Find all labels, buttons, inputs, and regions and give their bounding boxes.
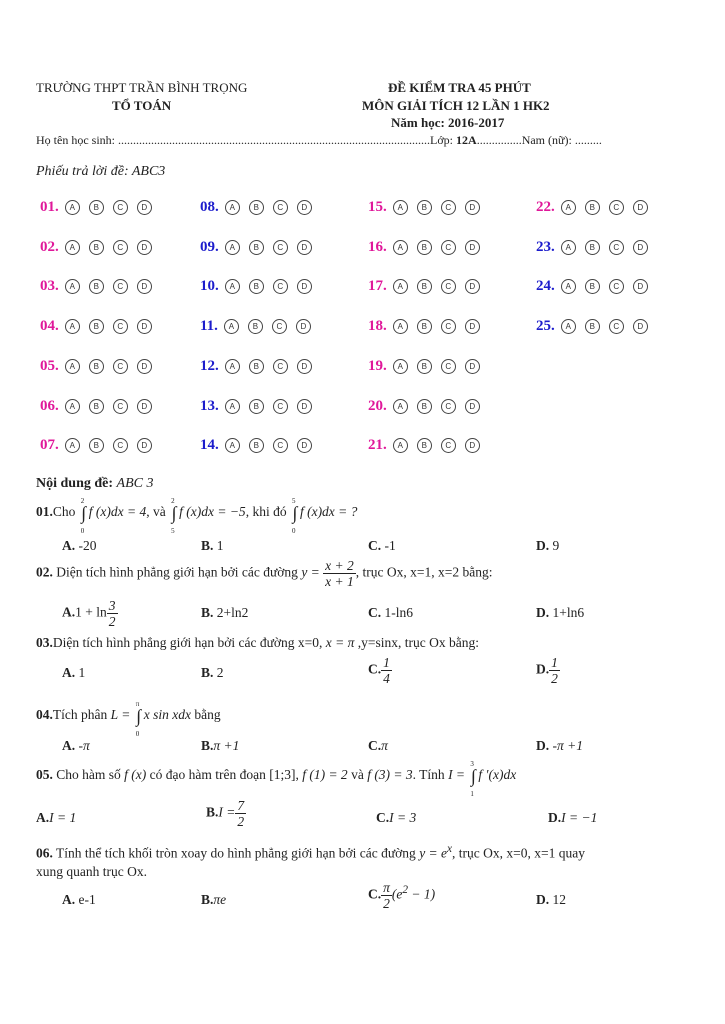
answer-bubble-a[interactable]: A	[561, 319, 576, 334]
answer-bubble-a[interactable]: A	[225, 399, 240, 414]
class-dots: ...............	[476, 133, 522, 147]
option-b[interactable]: B. 2+ln2	[201, 605, 249, 620]
answer-bubble-c[interactable]: C	[441, 438, 456, 453]
answer-bubble-d[interactable]: D	[297, 279, 312, 294]
answer-bubble-d[interactable]: D	[633, 279, 648, 294]
option-a[interactable]: A. 1	[62, 665, 86, 680]
option-b[interactable]: B.π +1	[201, 738, 240, 753]
answer-bubble-b[interactable]: B	[89, 279, 104, 294]
answer-bubble-a[interactable]: A	[65, 319, 80, 334]
answer-item	[200, 278, 321, 295]
option-c[interactable]: C.π	[368, 738, 388, 753]
integral-sign: ∫ 2 0	[80, 497, 87, 535]
answer-bubble-a[interactable]: A	[393, 279, 408, 294]
answer-bubble-c[interactable]: C	[273, 279, 288, 294]
answer-item	[536, 278, 657, 295]
answer-bubble-d[interactable]: D	[137, 319, 152, 334]
answer-number: 06.	[40, 397, 59, 414]
content-title: Nội dung đề:	[36, 476, 117, 491]
integral-sign: ∫ π 0	[135, 700, 142, 738]
answer-number: 04.	[40, 318, 59, 335]
option-d[interactable]: D.I = −1	[548, 810, 598, 825]
class-value[interactable]: 12A	[456, 133, 477, 147]
answer-number: 20.	[368, 397, 387, 414]
answer-number: 09.	[200, 238, 219, 255]
answer-number: 12.	[200, 357, 219, 374]
answer-bubble-c[interactable]: C	[441, 240, 456, 255]
answer-item	[368, 278, 489, 295]
answer-bubble-d[interactable]: D	[297, 359, 312, 374]
answer-item	[40, 278, 161, 295]
answer-bubble-a[interactable]: A	[393, 359, 408, 374]
option-d[interactable]: D. -π +1	[536, 738, 583, 753]
answer-item	[536, 199, 657, 216]
answer-bubble-b[interactable]: B	[249, 240, 264, 255]
answer-bubble-d[interactable]: D	[137, 438, 152, 453]
school-name: TRƯỜNG THPT TRẦN BÌNH TRỌNG	[36, 80, 248, 95]
answer-bubble-a[interactable]: A	[561, 200, 576, 215]
answer-bubble-c[interactable]: C	[441, 200, 456, 215]
answer-bubble-d[interactable]: D	[633, 200, 648, 215]
answer-bubble-d[interactable]: D	[137, 279, 152, 294]
answer-bubble-a[interactable]: A	[65, 240, 80, 255]
answer-bubble-a[interactable]: A	[393, 399, 408, 414]
answer-bubble-c[interactable]: C	[609, 200, 624, 215]
answer-bubble-d[interactable]: D	[465, 359, 480, 374]
answer-item	[200, 437, 321, 454]
student-name-field[interactable]: Họ tên học sinh: ........................................................................................................	[36, 133, 430, 147]
answer-bubble-b[interactable]: B	[417, 359, 432, 374]
option-c[interactable]: C. -1	[368, 538, 396, 553]
answer-row	[40, 239, 680, 263]
answer-bubble-d[interactable]: D	[137, 359, 152, 374]
answer-item	[40, 437, 161, 454]
answer-bubble-d[interactable]: D	[137, 399, 152, 414]
answer-bubble-b[interactable]: B	[89, 319, 104, 334]
answer-bubble-a[interactable]: A	[225, 200, 240, 215]
answer-number: 08.	[200, 199, 219, 215]
answer-bubble-c[interactable]: C	[113, 438, 128, 453]
question-number: 04.	[36, 707, 53, 723]
option-d[interactable]: D. 12	[536, 892, 566, 907]
answer-bubble-b[interactable]: B	[249, 359, 264, 374]
gender-field[interactable]: Nam (nữ): .........	[521, 133, 602, 147]
answer-bubble-c[interactable]: C	[273, 438, 288, 453]
option-d[interactable]: D. 9	[536, 538, 560, 553]
answer-bubble-a[interactable]: A	[65, 200, 80, 215]
answer-item	[200, 199, 321, 216]
question-5: 05. Cho hàm số f (x) có đạo hàm trên đoạn [1;3], f (1) = 2 và f (3) = 3. Tính I = ∫ 3 1 f ′(x)dx	[36, 760, 517, 798]
answer-number: 07.	[40, 437, 59, 454]
question-number: 06.	[36, 845, 53, 861]
answer-bubble-a[interactable]: A	[225, 438, 240, 453]
answer-number: 03.	[40, 278, 59, 295]
question-number: 03.	[36, 635, 53, 650]
answer-bubble-b[interactable]: B	[249, 279, 264, 294]
question-4: 04.Tích phân L = ∫ π 0 x sin xdx bằng	[36, 700, 221, 738]
answer-item	[40, 358, 161, 375]
answer-bubble-c[interactable]: C	[273, 240, 288, 255]
answer-bubble-c[interactable]: C	[113, 240, 128, 255]
answer-bubble-b[interactable]: B	[89, 399, 104, 414]
answer-item	[368, 398, 489, 415]
integral-expr: f (x)dx = −5	[179, 504, 246, 520]
answer-number: 15.	[368, 199, 387, 215]
option-a[interactable]: A. e-1	[62, 892, 96, 907]
question-1: 01.Cho ∫ 2 0 f (x)dx = 4, và ∫ 2 5 f (x)dx = −5, khi đó ∫ 5 0 f (x)dx = ?	[36, 497, 358, 535]
answer-bubble-b[interactable]: B	[249, 399, 264, 414]
answer-bubble-d[interactable]: D	[465, 240, 480, 255]
answer-bubble-d[interactable]: D	[297, 200, 312, 215]
student-info-line	[36, 133, 602, 148]
option-c[interactable]: C.I = 3	[376, 810, 417, 825]
answer-item	[536, 239, 657, 256]
answer-bubble-d[interactable]: D	[137, 240, 152, 255]
answer-bubble-d[interactable]: D	[296, 319, 311, 334]
answer-bubble-b[interactable]: B	[585, 240, 600, 255]
answer-row	[40, 318, 680, 342]
answer-number: 13.	[200, 397, 219, 414]
option-c[interactable]: C. $\frac{\pi}{2}$ $(e^2 - 1)$	[368, 880, 436, 911]
question-3: 03.Diện tích hình phẳng giới hạn bởi các đường x=0, x = π ,y=sinx, trục Ox bằng:	[36, 635, 480, 650]
answer-bubble-c[interactable]: C	[272, 319, 287, 334]
integral-expr: f (x)dx = ?	[299, 504, 358, 520]
answer-bubble-d[interactable]: D	[465, 200, 480, 215]
answer-bubble-c[interactable]: C	[273, 359, 288, 374]
answer-item	[368, 437, 489, 454]
content-code: ABC 3	[116, 476, 154, 491]
answer-item	[200, 398, 321, 415]
answer-bubble-b[interactable]: B	[417, 399, 432, 414]
answer-bubble-d[interactable]: D	[633, 319, 648, 334]
answer-number: 10.	[200, 278, 219, 295]
answer-number: 14.	[200, 437, 219, 454]
answer-item	[200, 239, 321, 256]
answer-bubble-c[interactable]: C	[113, 279, 128, 294]
question-text: Cho	[52, 504, 79, 520]
school-year: Năm học: 2016-2017	[391, 115, 505, 130]
answer-item	[200, 358, 321, 375]
answer-row	[40, 437, 680, 461]
answer-bubble-c[interactable]: C	[113, 399, 128, 414]
answer-bubble-a[interactable]: A	[561, 240, 576, 255]
answer-item	[536, 318, 657, 335]
answer-item	[40, 199, 161, 216]
answer-bubble-c[interactable]: C	[113, 319, 128, 334]
answer-item	[200, 318, 320, 335]
question-number: 02.	[36, 564, 53, 580]
answer-item	[40, 239, 161, 256]
answer-item	[368, 358, 489, 375]
answer-bubble-c[interactable]: C	[609, 279, 624, 294]
answer-bubble-c[interactable]: C	[609, 319, 624, 334]
option-a[interactable]: A.I = 1	[36, 810, 77, 825]
answer-row	[40, 278, 680, 302]
answer-bubble-d[interactable]: D	[297, 399, 312, 414]
answer-bubble-c[interactable]: C	[441, 359, 456, 374]
question-6-line2: xung quanh trục Ox.	[36, 864, 147, 879]
option-b[interactable]: B.πe	[201, 892, 227, 907]
answer-bubble-d[interactable]: D	[465, 279, 480, 294]
answer-sheet-label: Phiếu trả lời đề: ABC3	[36, 164, 166, 179]
answer-bubble-c[interactable]: C	[441, 279, 456, 294]
answer-bubble-a[interactable]: A	[393, 438, 408, 453]
answer-bubble-a[interactable]: A	[393, 240, 408, 255]
answer-number: 17.	[368, 278, 387, 295]
answer-bubble-c[interactable]: C	[113, 200, 128, 215]
answer-bubble-a[interactable]: A	[225, 240, 240, 255]
answer-number: 02.	[40, 238, 59, 255]
content-heading	[36, 476, 153, 492]
exam-title: ĐỀ KIỂM TRA 45 PHÚT	[388, 80, 531, 95]
option-d[interactable]: D. 1+ln6	[536, 605, 585, 620]
answer-bubble-a[interactable]: A	[65, 279, 80, 294]
integral-sign: ∫ 3 1	[470, 760, 476, 798]
answer-bubble-a[interactable]: A	[393, 319, 408, 334]
answer-row	[40, 199, 680, 223]
answer-item	[368, 239, 489, 256]
answer-number: 23.	[536, 238, 555, 255]
answer-number: 21.	[368, 437, 387, 454]
answer-bubble-c[interactable]: C	[441, 399, 456, 414]
answer-bubble-b[interactable]: B	[417, 438, 432, 453]
department-name: TỔ TOÁN	[112, 98, 172, 113]
option-b[interactable]: B.I = $\frac{7}{2}$	[206, 798, 245, 829]
option-a[interactable]: A.1 + ln $\frac{3}{2}$	[62, 598, 116, 629]
answer-row	[40, 398, 680, 422]
answer-bubble-a[interactable]: A	[65, 399, 80, 414]
answer-bubble-b[interactable]: B	[89, 359, 104, 374]
question-number: 05.	[36, 767, 53, 783]
answer-number: 22.	[536, 199, 555, 215]
answer-bubble-a[interactable]: A	[65, 359, 80, 374]
answer-number: 11.	[200, 318, 218, 335]
option-c[interactable]: C. 1-ln6	[368, 605, 413, 620]
answer-row	[40, 358, 680, 382]
answer-number: 05.	[40, 357, 59, 374]
answer-bubble-c[interactable]: C	[273, 200, 288, 215]
answer-item	[368, 318, 489, 335]
answer-bubble-d[interactable]: D	[465, 399, 480, 414]
answer-bubble-d[interactable]: D	[137, 200, 152, 215]
answer-item	[368, 199, 489, 216]
answer-bubble-c[interactable]: C	[441, 319, 456, 334]
question-6: 06. Tính thể tích khối tròn xoay do hình phẳng giới hạn bởi các đường $y = e^x$, trục Ox, x=0, x=1 quay	[36, 843, 585, 861]
answer-bubble-d[interactable]: D	[297, 240, 312, 255]
answer-item	[40, 398, 161, 415]
answer-bubble-b[interactable]: B	[417, 200, 432, 215]
answer-bubble-b[interactable]: B	[89, 438, 104, 453]
option-a[interactable]: A. -20	[62, 538, 97, 553]
answer-bubble-c[interactable]: C	[273, 399, 288, 414]
answer-bubble-a[interactable]: A	[225, 279, 240, 294]
answer-bubble-b[interactable]: B	[249, 438, 264, 453]
answer-bubble-b[interactable]: B	[89, 240, 104, 255]
integral-expr: f (x)dx = 4	[88, 504, 147, 520]
answer-bubble-d[interactable]: D	[633, 240, 648, 255]
answer-bubble-d[interactable]: D	[465, 319, 480, 334]
answer-bubble-b[interactable]: B	[248, 319, 263, 334]
answer-number: 16.	[368, 238, 387, 255]
option-a[interactable]: A. -π	[62, 738, 90, 753]
answer-number: 25.	[536, 318, 555, 335]
option-b[interactable]: B. 1	[201, 538, 224, 553]
option-b[interactable]: B. 2	[201, 665, 224, 680]
option-d[interactable]: D. $\frac{1}{2}$	[536, 655, 558, 686]
answer-bubble-b[interactable]: B	[585, 200, 600, 215]
answer-bubble-a[interactable]: A	[561, 279, 576, 294]
integral-sign: ∫ 2 5	[171, 497, 177, 535]
class-label: Lớp:	[430, 133, 457, 147]
answer-bubble-b[interactable]: B	[585, 319, 600, 334]
answer-bubble-b[interactable]: B	[417, 319, 432, 334]
answer-bubble-b[interactable]: B	[89, 200, 104, 215]
answer-bubble-d[interactable]: D	[297, 438, 312, 453]
integral-sign: ∫ 5 0	[291, 497, 298, 535]
answer-bubble-b[interactable]: B	[417, 279, 432, 294]
fraction: $\frac{x + 2}{x + 1}$	[325, 558, 354, 589]
question-2: 02. Diện tích hình phẳng giới hạn bởi các đường y = $\frac{x + 2}{x + 1}$ , trục Ox, x=1, x=2 bằng:	[36, 558, 493, 589]
answer-bubble-c[interactable]: C	[113, 359, 128, 374]
answer-bubble-b[interactable]: B	[417, 240, 432, 255]
question-text: Diện tích hình phẳng giới hạn bởi các đường	[52, 564, 302, 580]
option-c[interactable]: C. $\frac{1}{4}$	[368, 655, 390, 686]
answer-number: 19.	[368, 357, 387, 374]
answer-bubble-a[interactable]: A	[393, 200, 408, 215]
answer-bubble-a[interactable]: A	[225, 359, 240, 374]
answer-number: 24.	[536, 278, 555, 295]
answer-bubble-d[interactable]: D	[465, 438, 480, 453]
answer-bubble-c[interactable]: C	[609, 240, 624, 255]
answer-bubble-a[interactable]: A	[65, 438, 80, 453]
answer-bubble-b[interactable]: B	[585, 279, 600, 294]
answer-bubble-b[interactable]: B	[249, 200, 264, 215]
answer-number: 01.	[40, 199, 59, 215]
question-number: 01.	[36, 504, 53, 520]
answer-bubble-a[interactable]: A	[224, 319, 239, 334]
answer-number: 18.	[368, 318, 387, 335]
exam-subject: MÔN GIẢI TÍCH 12 LẦN 1 HK2	[362, 98, 550, 113]
answer-item	[40, 318, 161, 335]
